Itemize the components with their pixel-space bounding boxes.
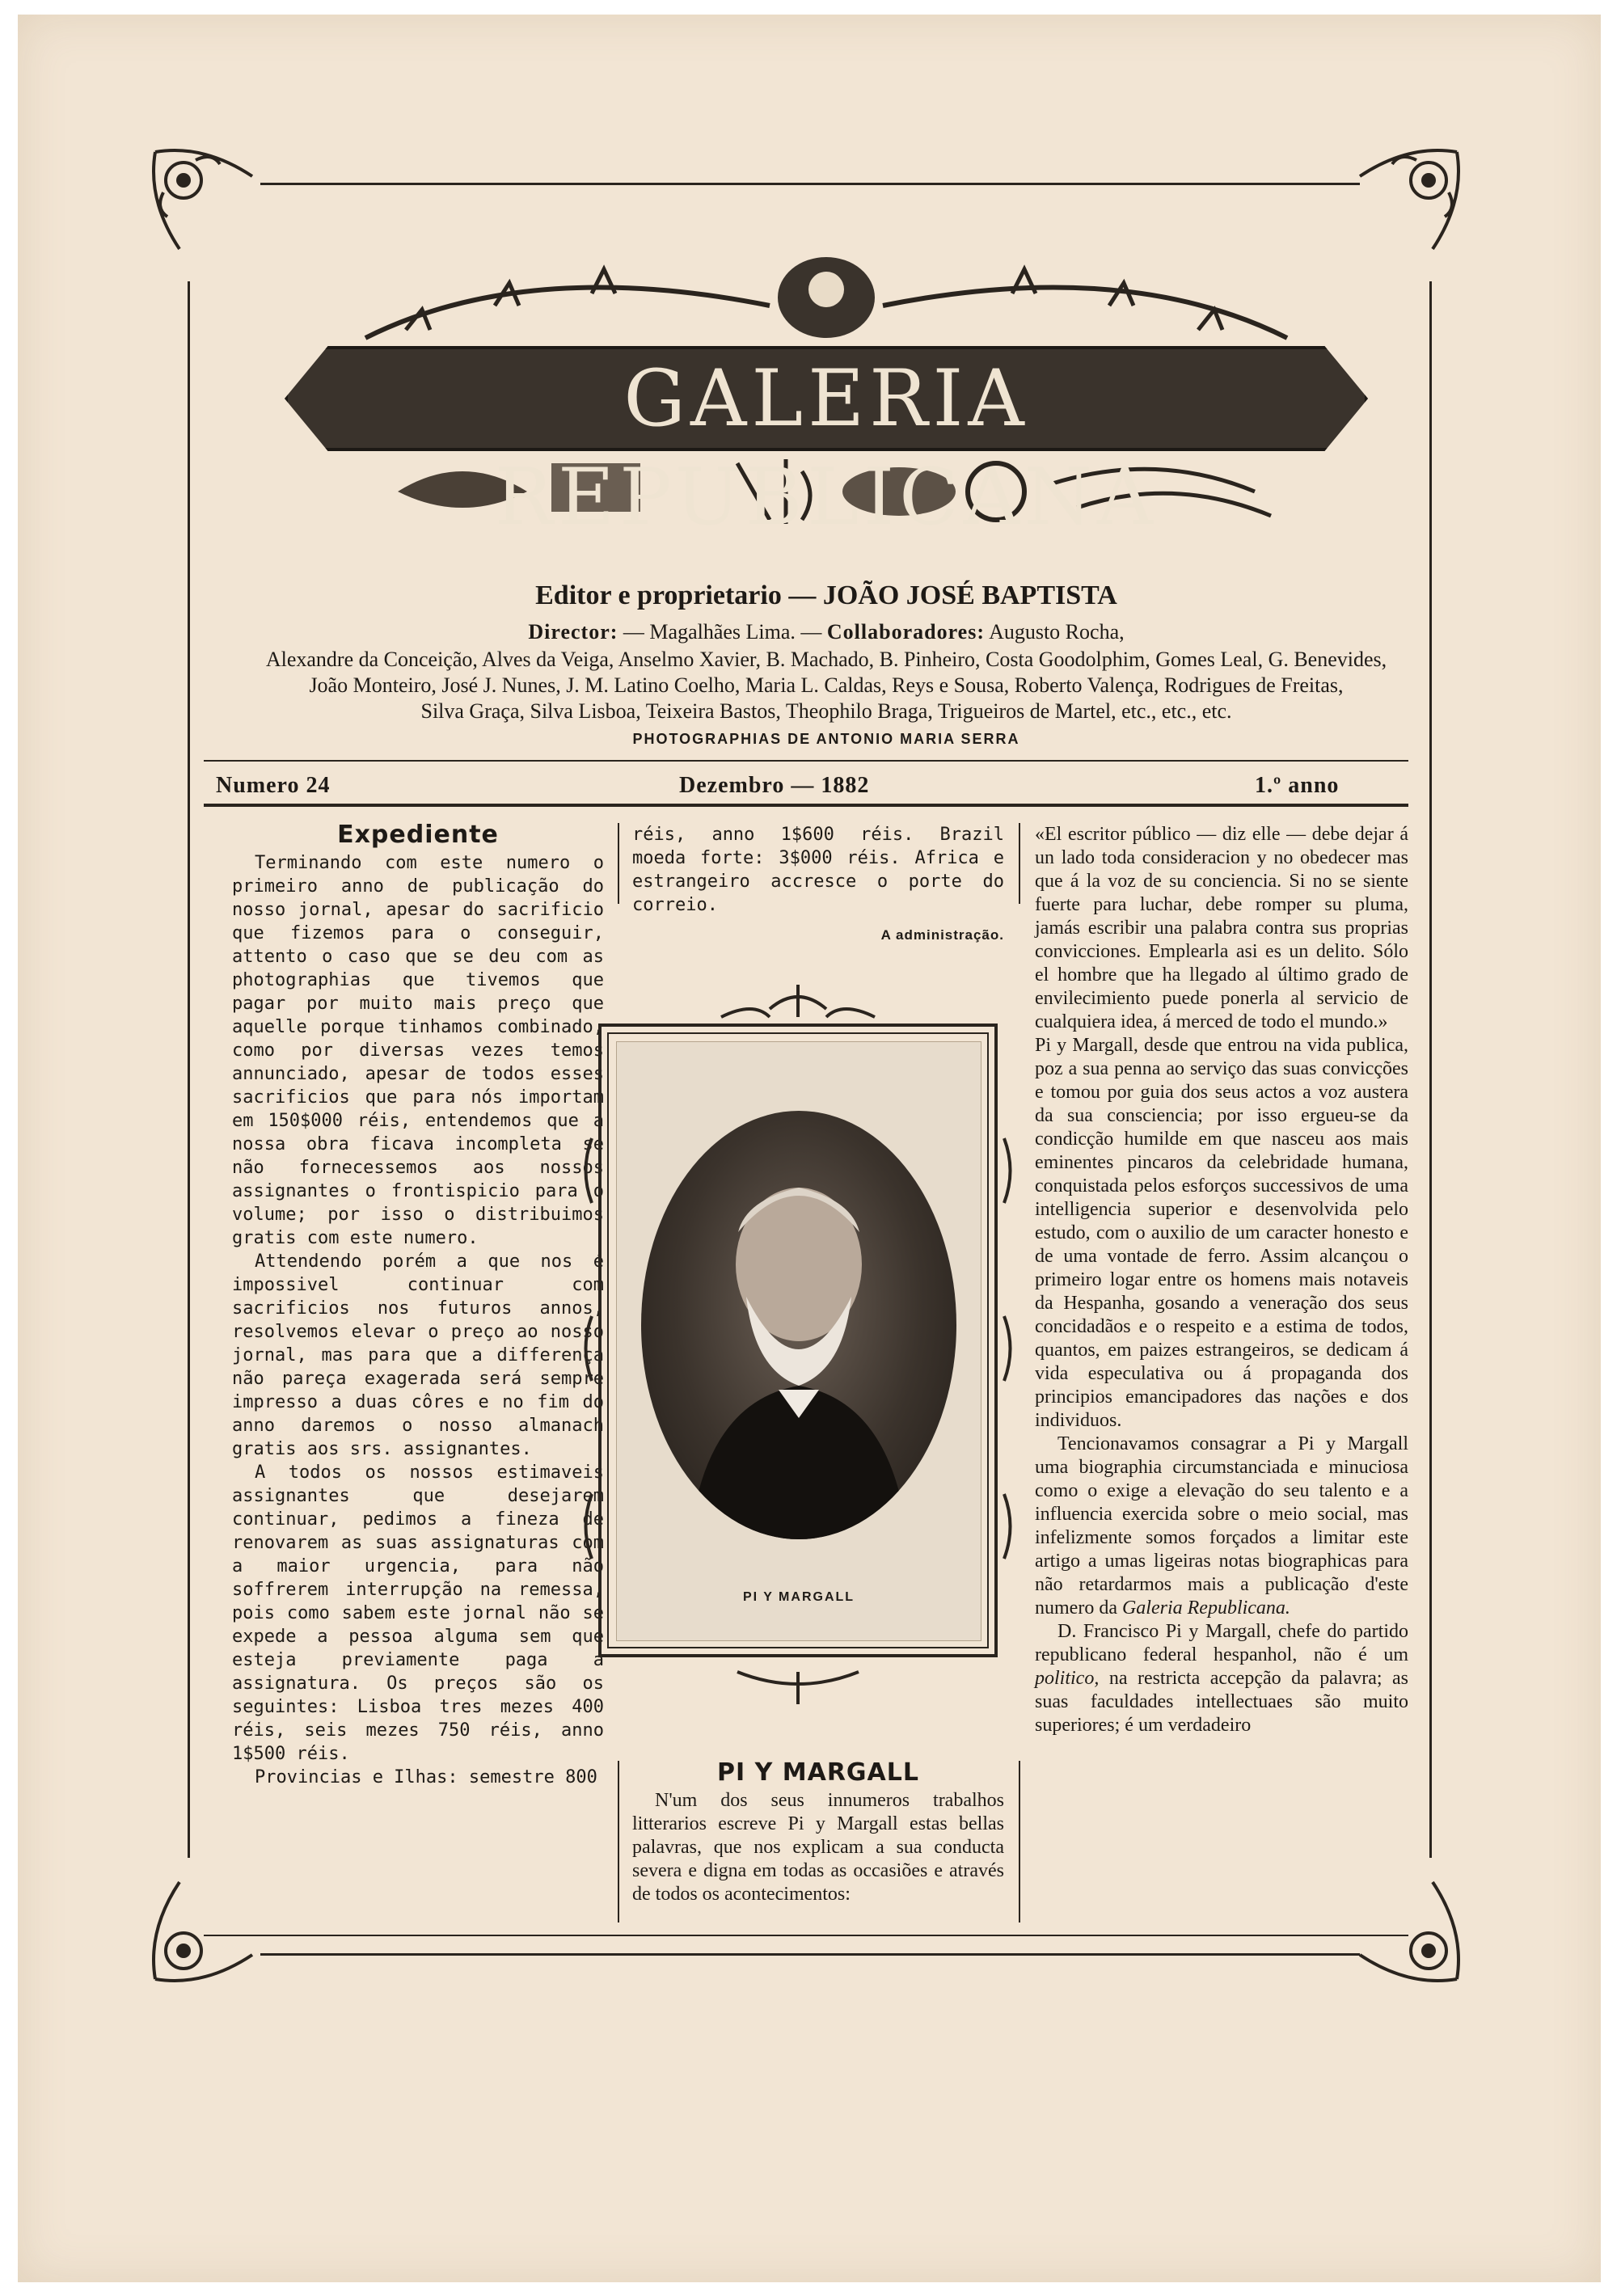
collaborators-first: Augusto Rocha, — [989, 620, 1125, 644]
director-line — [204, 619, 1449, 645]
expediente-continued — [632, 823, 1004, 947]
expediente-column — [232, 823, 604, 1789]
corner-ornament-top-left — [147, 144, 260, 257]
portrait-figure — [641, 1111, 956, 1539]
column-divider — [1019, 823, 1020, 904]
article-italic-text: politico, — [1035, 1668, 1100, 1689]
column-divider — [1019, 1761, 1020, 1922]
article-quote: «El escritor público — diz elle — debe dejar á un lado toda consideracion y no obedecer mas que á la voz de su conciencia. Si no se siente fuerte para luchar, debe romper su pluma, jamás escribir una palabra contra sus proprias convicciones. Emplearla asi es un delito. Sólo el hombre que ha llegado al último grado de envilecimiento puede ponerla al servicio de cualquiera idea, á merced de todo el mundo.» — [1035, 824, 1408, 1032]
column-divider — [618, 823, 619, 904]
portrait-caption: PI Y MARGALL — [742, 1590, 855, 1604]
corner-ornament-top-right — [1352, 144, 1465, 257]
footer-rule — [204, 1935, 1408, 1936]
portrait-photo — [641, 1111, 956, 1539]
corner-ornament-bottom-left — [147, 1874, 260, 1987]
collaborators-line: Alexandre da Conceição, Alves da Veiga, Anselmo Xavier, B. Machado, B. Pinheiro, Costa Goodolphim, Gomes Leal, G. Benevides, — [265, 648, 1387, 671]
collaborators-line: João Monteiro, José J. Nunes, J. M. Latino Coelho, Maria L. Caldas, Reys e Sousa, Roberto Valença, Rodrigues de Freitas, — [309, 673, 1344, 697]
header-rule-top — [204, 760, 1408, 762]
editor-name: JOÃO JOSÉ BAPTISTA — [822, 580, 1117, 610]
article-heading: PI Y MARGALL — [716, 1758, 919, 1787]
expediente-paragraph: Terminando com este numero o primeiro anno de publicação do nosso jornal, apesar do sacrificio que fizemos para o conseguir, attento o caso que se deu com as photographias que tivemos que pagar por muito mais preço que aquelle porque tinhamos combinado, como por diversas vezes temos annunciado, apesar de todos esses sacrificios que para nós importam em 150$000 réis, entendemos que a nossa obra ficava incompleta se não fornecessemos aos nossos assignantes o frontispicio para o volume; por isso o distribuimos gratis com este numero. — [232, 853, 604, 1248]
article-text: D. Francisco Pi y Margall, chefe do partido republicano federal hespanhol, não é um — [1035, 1621, 1408, 1665]
director-text: — Magalhães Lima. — — [623, 620, 822, 644]
issue-date: Dezembro — 1882 — [679, 773, 870, 798]
column-divider — [618, 1761, 619, 1922]
frame-bottom-rule — [260, 1953, 1360, 1956]
editor-line — [204, 580, 1449, 611]
article-paragraph: N'um dos seus innumeros trabalhos litterarios escreve Pi y Margall estas bellas palavras, que nos explicam a sua conducta severa e digna em todas as occasiões e através de todos os acontecimentos: — [632, 1790, 1004, 1905]
masthead-banner — [285, 249, 1368, 556]
newspaper-page — [18, 15, 1601, 2282]
director-label: Director: — [528, 620, 618, 644]
corner-ornament-bottom-right — [1352, 1874, 1465, 1987]
portrait-card — [616, 1041, 981, 1641]
issue-year: 1.º anno — [1255, 773, 1340, 798]
collaborators-line: Silva Graça, Silva Lisboa, Teixeira Bastos, Theophilo Braga, Trigueiros de Martel, etc., etc., etc. — [420, 699, 1232, 723]
expediente-paragraph: Provincias e Ilhas: semestre 800 — [255, 1767, 597, 1787]
article-text: na restricta accepção da palavra; as suas faculdades intellectuaes são muito superiores; é um verdadeiro — [1035, 1668, 1409, 1736]
collaborators-label: Collaboradores: — [826, 620, 985, 644]
article-column-continued — [1035, 823, 1408, 1737]
article-paragraph — [1035, 1433, 1408, 1620]
article-column-start — [632, 1758, 1004, 1906]
issue-number: Numero 24 — [216, 773, 331, 798]
editor-label: Editor e proprietario — — [535, 580, 823, 610]
portrait-frame — [576, 977, 1020, 1712]
photo-credit: PHOTOGRAPHIAS DE ANTONIO MARIA SERRA — [632, 731, 1020, 747]
article-paragraph — [1035, 1620, 1408, 1737]
expediente-heading: Expediente — [337, 821, 499, 849]
administration-signature: A administração. — [880, 927, 1004, 943]
expediente-paragraph: Attendendo porém a que nos é impossivel continuar com sacrificios nos futuros annos, resolvemos elevar o preço ao nosso jornal, mas para que a differença não pareça exagerada será sempre impresso a duas côres e no fim do anno daremos o nosso almanach gratis aos srs. assignantes. — [232, 1251, 604, 1459]
expediente-paragraph: A todos os nossos estimaveis assignantes que desejarem continuar, pedimos a fineza de renovarem as suas assignaturas com a maior urgencia, para não soffrerem interrupção na remessa, pois como sabem este jornal não se expede a pessoa alguma sem que esteja previamente paga a assignatura. Os preços são os seguintes: Lisboa tres mezes 400 réis, seis mezes 750 réis, anno 1$500 réis. — [232, 1462, 604, 1764]
expediente-paragraph: réis, anno 1$600 réis. Brazil moeda forte: 3$000 réis. Africa e estrangeiro accresce o porte do correio. — [632, 825, 1004, 915]
frame-top-rule — [260, 183, 1360, 185]
article-text: Tencionavamos consagrar a Pi y Margall uma biographia circumstanciada e minuciosa como o exige a elevação do seu talento e a influencia exercida sobre o meio social, mas infelizmente somos forçados a limitar este artigo a umas ligeiras notas biographicas para não retardarmos mais a publicação d'este numero da — [1035, 1433, 1408, 1619]
article-paragraph: Pi y Margall, desde que entrou na vida publica, poz a sua penna ao serviço das suas convicções e tomou por guia dos seus actos a voz austera da sua consciencia; por isso ergueu-se da condicção humilde em que nasceu aos mais eminentes pincaros da celebridade humana, conquistada pelos esforços successivos de uma intelligencia superior e desenvolvida pelo estudo, com o auxilio de um caracter honesto e de uma vontade de ferro. Assim alcançou o primeiro logar entre os homens mais notaveis da Hespanha, gosando a veneração dos seus concidadãos e o respeito e a estima de todos, quantos, em paizes estrangeiros, se dedicam á vida especulativa ou á propaganda dos principios emancipadores das nações e dos individuos. — [1035, 1035, 1408, 1431]
header-rule-bottom — [204, 804, 1408, 807]
article-italic-text: Galeria Republicana. — [1121, 1597, 1290, 1619]
frame-left-rule — [188, 281, 190, 1858]
collaborators-list — [204, 647, 1449, 724]
frame-right-rule — [1429, 281, 1432, 1858]
newspaper-title: GALERIA REPUBLICANA — [494, 353, 1159, 542]
